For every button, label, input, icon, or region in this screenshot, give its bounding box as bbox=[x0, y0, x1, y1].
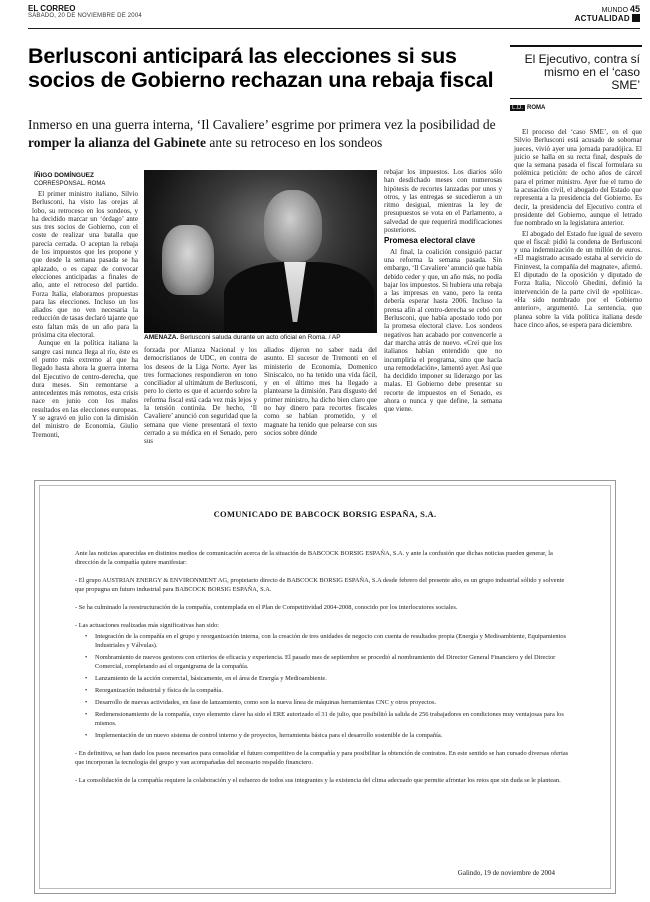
ad-signature: Galindo, 19 de noviembre de 2004 bbox=[457, 869, 555, 877]
list-item: • Lanzamiento de la acción comercial, básicamente, en el área de Energía y Medioambiente. bbox=[95, 674, 575, 683]
sidebar-box bbox=[510, 45, 642, 111]
issue-date: SÁBADO, 20 DE NOVIEMBRE DE 2004 bbox=[28, 13, 142, 19]
newspaper-name: EL CORREO bbox=[28, 4, 76, 13]
page-header-left bbox=[28, 4, 142, 19]
list-item: • Nombramiento de nuevos gestores con criterios de eficacia y experiencia. El pasado mes de septiembre se procedió al nombramiento del Director General Financiero y del Director Comercial, completando así el organigrama de la compañía. bbox=[95, 653, 575, 671]
advertisement bbox=[34, 480, 616, 894]
article-subhead: Inmerso en una guerra interna, ‘Il Cavaliere’ esgrime por primera vez la posibilidad de romper la alianza del Gabinete ante su retroceso en los sondeos bbox=[28, 117, 496, 150]
article-column-4: rebajar los impuestos. Los diarios sólo han desdichado meses con numerosas hipótesis de recortes lanzadas por unos y otros, y las entregas se sucedieron a un ritmo desigual, mientras la ley de presupuestos se vota en el Parlamento, a salvedad de que requerirá modificaciones posteriores. Promesa electoral clave Al final, la coalición consiguió pactar una reforma la semana pasada. Sin embargo, ‘Il Cavaliere’ anunció que había debido ceder y que, un año más, no podía bajar los impuestos. Si hubiera una rebaja a las impresas en vano, pero la renta debería esperar hasta 2006. Incluso la prensa afín al centro-derecha se cebó con Berlusconi, que había apostado todo por la promesa electoral clave. Los sondeos negativos han acabado por convencerle a dar marcha atrás de nuevo. «Creí que los italianos habían entendido que no incumpliría el programa, sino que hacía una remodelación», lamentó ayer. Así que ha decidido imponer su liderazgo por las malas. El Gobierno debe presentar su recorte de impuestos en el Senado, es ahora o nunca y que define, la semana que viene. bbox=[384, 168, 502, 414]
photo-caption: AMENAZA. Berlusconi saluda durante un acto oficial en Roma. / AP bbox=[144, 334, 341, 341]
subhead-highlight: romper la alianza del Gabinete bbox=[28, 135, 206, 150]
ad-body: Ante las noticias aparecidas en distintos medios de comunicación acerca de la situación de BABCOCK BORSIG ESPAÑA, S.A. y ante la confusión que dichas noticias pueden generar, la dirección de la compañía quiere manifestar: - El grupo AUSTRIAN ENERGY & ENVIRONMENT AG, propietario directo de BABCOCK BORSIG ESPAÑA, S.A desde febrero del presente año, es un grupo industrial sólido y solvente que propugna un futuro industrial para BABCOCK BORSIG ESPAÑA, S.A. - Se ha culminado la reestructuración de la compañía, contemplada en el Plan de Competitividad 2004-2008, conocido por los interlocutores sociales. - Las actuaciones realizadas más significativas han sido: • Integración de la compañía en el grupo y reorganización interna, con la creación de tres unidades de negocio con cuenta de resultados propia (Energía y Medioambiente, Equipamientos Industriales y Válvulas). • Nombramiento de nuevos gestores con criterios de eficacia y experiencia. El pasado mes de septiembre se procedió al nombramiento del Director General Financiero y del Director Comercial, completando así el organigrama de la compañía. • Lanzamiento de la acción comercial, básicamente, en el área de Energía y Medioambiente. • Reorganización industrial y física de la compañía. • Desarrollo de nuevas actividades, en fase de lanzamiento, como son la nueva línea de máquinas herramientas CNC y otros proyectos. • Redimensionamiento de la compañía, cuyo elemento clave ha sido el ERE autorizado el 31 de julio, que posibilitó la salida de 256 trabajadores en condiciones muy ventajosas para los mismos. • Implementación de un nuevo sistema de control interno y de proyectos, herramienta básica para el desarrollo sostenible de la compañía. - En definitiva, se han dado los pasos necesarios para consolidar el futuro competitivo de la compañía y para posibilitar la obtención de contratos. En este sentido se han cursado diversas ofertas que incorporan la tecnología del grupo y van acompañadas del necesario respaldo financiero. - La consolidación de la compañía requiere la colaboración y el esfuerzo de todos sus integrantes y la existencia del clima adecuado que permite afrontar los retos que sin duda se le plantean. bbox=[75, 549, 575, 794]
article-column-1: El primer ministro italiano, Silvio Berlusconi, ha visto las orejas al lobo, su retroceso en los sondeos, y ha decidido marcar un ‘órdago’ ante sus tres socios de Gobierno, con el coste de realizar una batalla que parecía cerrada. O aceptan la rebaja de los impuestos que les propone y que desde la semana pasada se ha aplazado, o es capaz de convocar elecciones anticipadas a finales de año, ante el retroceso del partido. Forza Italia, elaboramos propuestas para las elecciones. Incluso un los aliados que no ven necesaria la reducción de tasas declaró tajante que esto faltan más de un año para la próxima cita electoral. Aunque en la política italiana la sangre casi nunca llega al río, éste es el punto más extremo al que ha llegado hasta ahora la guerra interna del Ejecutivo de centro-derecha, que dura meses. Sin remontarse a antecedentes más remotos, esta crisis nace en junio con los malos resultados en las elecciones europeas. Y se agravó en julio con la dimisión del ministro de Economía, Giulio Tremonti, bbox=[32, 190, 138, 439]
article-column-3: aliados dijeron no saber nada del asunto. El sucesor de Tremonti en el ministerio de Economía, Domenico Siniscalco, no ha tenido una vida fácil, y en el último mes ha llegado a plantearse la dimisión. Para disgusto del primer ministro, ha dicho bien claro que no hay dinero para recortes fiscales como se habían prometido, y el magnate ha tenido que pelearse con sus socios sobre dónde bbox=[264, 346, 377, 437]
page-header-right bbox=[575, 4, 640, 23]
list-item: • Integración de la compañía en el grupo y reorganización interna, con la creación de tres unidades de negocio con cuenta de resultados propia (Energía y Medioambiente, Equipamientos Industriales y Válvulas). bbox=[95, 632, 575, 650]
byline bbox=[34, 172, 105, 188]
section-heading: Promesa electoral clave bbox=[384, 236, 476, 246]
byline-name: ÍÑIGO DOMÍNGUEZ bbox=[34, 172, 94, 179]
page-number: 45 bbox=[629, 4, 640, 14]
header-rule bbox=[28, 28, 640, 29]
list-item: • Reorganización industrial y física de la compañía. bbox=[95, 686, 575, 695]
list-item: • Redimensionamiento de la compañía, cuyo elemento clave ha sido el ERE autorizado el 31 de julio, que posibilitó la salida de 256 trabajadores en condiciones muy ventajosas para los mismos. bbox=[95, 710, 575, 728]
ad-title: COMUNICADO DE BABCOCK BORSIG ESPAÑA, S.A. bbox=[213, 509, 437, 519]
ad-bullet-list bbox=[75, 632, 575, 740]
section-name: ACTUALIDAD bbox=[574, 14, 630, 23]
berlusconi-photo bbox=[144, 170, 377, 333]
byline-role: CORRESPONSAL. ROMA bbox=[34, 181, 106, 187]
article-column-2: forzada por Alianza Nacional y los democristianos de UDC, en contra de los deseos de la Liga Norte. Ayer las tres formaciones respondieron en tono conciliador al ultimátum de Berlusconi, pero lo cierto es que el acuerdo sobre la reforma fiscal está cada vez más lejos y la tensión continúa. De hecho, ‘Il Cavaliere’ anunció con seguridad que la semana que viene presentará el texto cerrado a su médica en el Senado, pero sus bbox=[144, 346, 257, 446]
sidebar-text: El proceso del ‘caso SME’, en el que Silvio Berlusconi está acusado de sobornar jueces, vivió ayer una jornada paradójica. El juicio se halla en su recta final, después de que la semana pasada el fiscal formulara su polémica petición: de ocho años de cárcel para el primer ministro. Ayer fue el turno de la acusación civil, el abogado del Estado que representa a la presidencia del Gobierno. Es decir, la presidencia del Ejecutivo contra el presidente del Gobierno, aunque el letrado fue nombrado en la legislatura anterior. El abogado del Estado fue igual de severo que el fiscal: pidió la condena de Berlusconi y una indemnización de un millón de euros. «El magistrado acusado estaba al servicio de Fininvest, la compañía del magnate», afirmó. El diputado de la oposición y diputado de Forza Italia, Niccolò Ghedini, definió la intervención de la parte civil de «política». «Ha sido nombrado por el Gobierno anterior», argumentó. La sentencia, que planea sobre la vida política italiana desde hace cinco años, se espera para diciembre. bbox=[514, 128, 642, 329]
section-prefix: MUNDO bbox=[601, 7, 629, 14]
list-item: • Implementación de un nuevo sistema de control interno y de proyectos, herramienta básica para el desarrollo sostenible de la compañía. bbox=[95, 731, 575, 740]
list-item: • Desarrollo de nuevas actividades, en fase de lanzamiento, como son la nueva línea de máquinas herramientas CNC y otros proyectos. bbox=[95, 698, 575, 707]
sidebar-title: El Ejecutivo, contra sí mismo en el ‘caso SME’ bbox=[510, 45, 642, 99]
sidebar-byline: L.D. ROMA bbox=[512, 105, 546, 111]
section-square-icon bbox=[632, 14, 640, 22]
article-headline: Berlusconi anticipará las elecciones si sus socios de Gobierno rechazan una rebaja fiscal bbox=[28, 44, 494, 92]
